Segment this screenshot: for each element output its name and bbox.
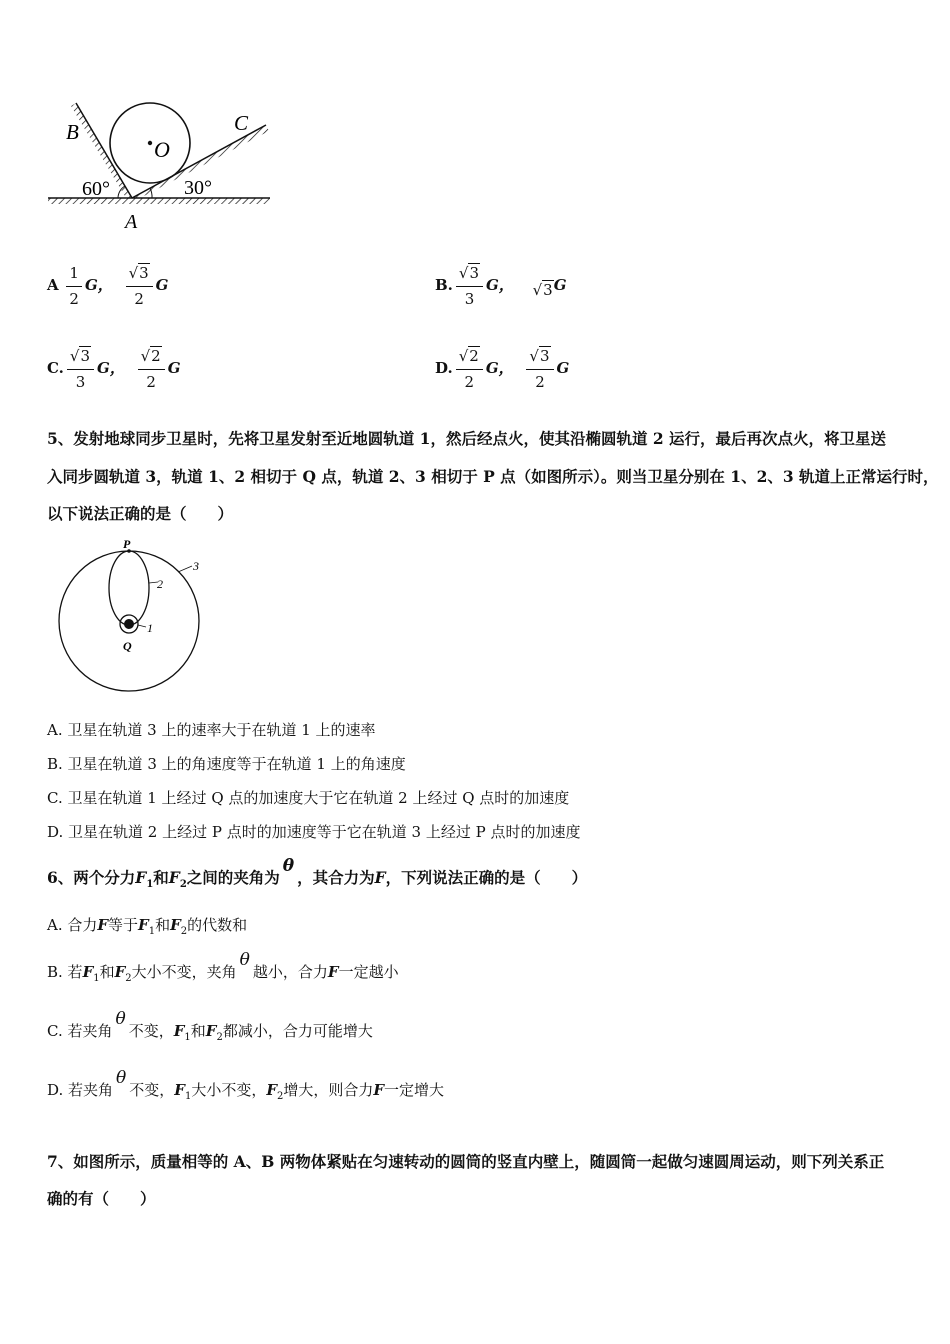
orbit-figure <box>50 535 225 705</box>
q5-option-b[interactable]: B. 卫星在轨道 3 上的角速度等于在轨道 1 上的角速度 <box>47 755 406 773</box>
q6-stem: 6、两个分力$F_1$和$F_2$之间的夹角为θ，其合力为F，下列说法正确的是（ ） <box>47 856 588 891</box>
fraction: $\frac{√3}{3}$ <box>67 345 94 393</box>
sqrt-term: √3 <box>532 281 553 299</box>
label-c: C <box>234 111 249 135</box>
angle-right-label: 30° <box>184 177 212 199</box>
theta-symbol: θ <box>282 856 295 876</box>
q4-option-d[interactable]: D. $\frac{√2}{2}$ G， $\frac{√3}{2}$ G <box>435 347 570 391</box>
q5-stem-line3: 以下说法正确的是（ ） <box>47 504 234 523</box>
theta-symbol: θ <box>239 950 250 970</box>
q4-option-a[interactable]: A $\frac{1}{2}$ G， $\frac{√3}{2}$ G <box>47 264 169 308</box>
fraction: $\frac{√3}{3}$ <box>456 262 483 310</box>
label-o: O <box>154 137 170 162</box>
fraction: $\frac{√3}{2}$ <box>526 345 553 393</box>
fraction: $\frac{√2}{2}$ <box>456 345 483 393</box>
theta-symbol: θ <box>116 1068 127 1088</box>
sphere-center <box>148 141 152 145</box>
q4-option-c[interactable]: C. $\frac{√3}{3}$ G， $\frac{√2}{2}$ G <box>47 347 181 391</box>
q6-option-c[interactable]: C. 若夹角θ不变，$F_1$和$F_2$都减小，合力可能增大 <box>47 1009 373 1043</box>
theta-symbol: θ <box>115 1009 126 1029</box>
label-q: Q <box>123 639 132 653</box>
q6-option-a[interactable]: A. 合力F等于$F_1$和$F_2$的代数和 <box>47 916 248 937</box>
q5-stem-line1: 5、发射地球同步卫星时，先将卫星发射至近地圆轨道 1，然后经点火，使其沿椭圆轨道 2 运行，最后再次点火，将卫星送 <box>47 429 887 448</box>
q5-option-a[interactable]: A. 卫星在轨道 3 上的速率大于在轨道 1 上的速率 <box>47 721 376 739</box>
angle-left-label: 60° <box>82 178 110 200</box>
label-b: B <box>66 120 79 144</box>
q4-option-b[interactable]: B. $\frac{√3}{3}$ G， √3G <box>435 264 567 308</box>
leader-1 <box>138 625 146 627</box>
label-a: A <box>125 211 138 233</box>
earth <box>124 619 134 629</box>
q5-stem-line2: 入同步圆轨道 3，轨道 1、2 相切于 Q 点，轨道 2、3 相切于 P 点（如图所示）。则当卫星分别在 1、2、3 轨道上正常运行时， <box>47 467 939 486</box>
q5-option-c[interactable]: C. 卫星在轨道 1 上经过 Q 点的加速度大于它在轨道 2 上经过 Q 点时的加速度 <box>47 789 570 807</box>
orbit-2 <box>109 551 149 625</box>
q7-stem-line2: 确的有（ ） <box>47 1189 156 1208</box>
fraction: $\frac{√2}{2}$ <box>138 345 165 393</box>
fraction: $\frac{1}{2}$ <box>66 262 82 310</box>
fraction: $\frac{√3}{2}$ <box>126 262 153 310</box>
leader-3 <box>178 566 192 572</box>
label-2: 2 <box>157 577 163 591</box>
q6-option-d[interactable]: D. 若夹角θ不变，$F_1$大小不变，$F_2$增大，则合力F一定增大 <box>47 1068 445 1102</box>
label-1: 1 <box>147 621 153 635</box>
label-3: 3 <box>193 559 199 573</box>
q7-stem-line1: 7、如图所示，质量相等的 A、B 两物体紧贴在匀速转动的圆筒的竖直内壁上，随圆筒一起做匀速圆周运动，则下列关系正 <box>47 1152 885 1171</box>
q6-option-b[interactable]: B. 若$F_1$和$F_2$大小不变，夹角θ越小，合力F一定越小 <box>47 950 399 984</box>
q5-option-d[interactable]: D. 卫星在轨道 2 上经过 P 点时的加速度等于它在轨道 3 上经过 P 点时的加速度 <box>47 823 581 841</box>
label-p: P <box>123 537 131 551</box>
incline-sphere-figure <box>40 95 280 235</box>
